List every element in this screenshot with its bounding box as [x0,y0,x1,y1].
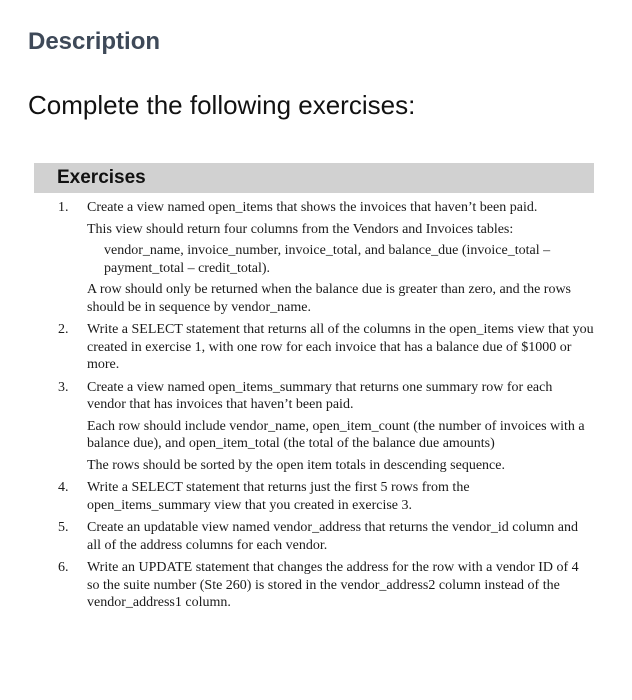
exercise-item-6 [34,559,594,612]
exercise-text: Write an UPDATE statement that changes the address for the row with a vendor ID of 4 so the suite number (Ste 260) is stored in the vendor_address2 column instead of the vendor_address1 column. [87,560,579,610]
exercise-text: Write a SELECT statement that returns all of the columns in the open_items view that you created in exercise 1, with one row for each invoice that has a balance due of $1000 or more. [87,322,594,372]
exercise-text: This view should return four columns from the Vendors and Invoices tables: [87,221,514,237]
exercise-item-1 [34,199,594,316]
exercise-item-3 [34,379,594,475]
exercise-text: Create an updatable view named vendor_address that returns the vendor_id column and all of the address columns for each vendor. [87,520,579,553]
exercise-number: 3. [58,379,69,395]
exercise-text: A row should only be returned when the balance due is greater than zero, and the rows should be in sequence by vendor_name. [87,282,572,315]
exercise-number: 6. [58,560,69,575]
exercise-list [34,199,594,617]
instructions-subtitle: Complete the following exercises: [28,90,416,120]
exercise-item-2 [34,321,594,374]
exercise-number: 2. [58,322,69,337]
exercise-item-4 [34,479,594,514]
exercise-text: Create a view named open_items that shows the invoices that haven’t been paid. [87,200,538,215]
exercise-text-indented: vendor_name, invoice_number, invoice_total, and balance_due (invoice_total – payment_total – credit_total). [104,243,551,276]
exercises-header-bar [34,163,594,193]
exercise-number: 1. [58,200,69,215]
exercises-header-label: Exercises [57,167,146,188]
exercise-number: 5. [58,520,69,535]
exercise-text: Create a view named open_items_summary that returns one summary row for each vendor that has invoices that haven’t been paid. [87,379,553,412]
exercise-text: Write a SELECT statement that returns just the first 5 rows from the open_items_summary view that you created in exercise 3. [87,480,470,513]
exercise-number: 4. [58,480,69,495]
exercise-item-5 [34,519,594,554]
exercise-text: The rows should be sorted by the open item totals in descending sequence. [87,457,505,473]
description-heading: Description [28,28,161,55]
exercise-text: Each row should include vendor_name, open_item_count (the number of invoices with a balance due), and open_item_total (the total of the balance due amounts) [87,418,585,451]
